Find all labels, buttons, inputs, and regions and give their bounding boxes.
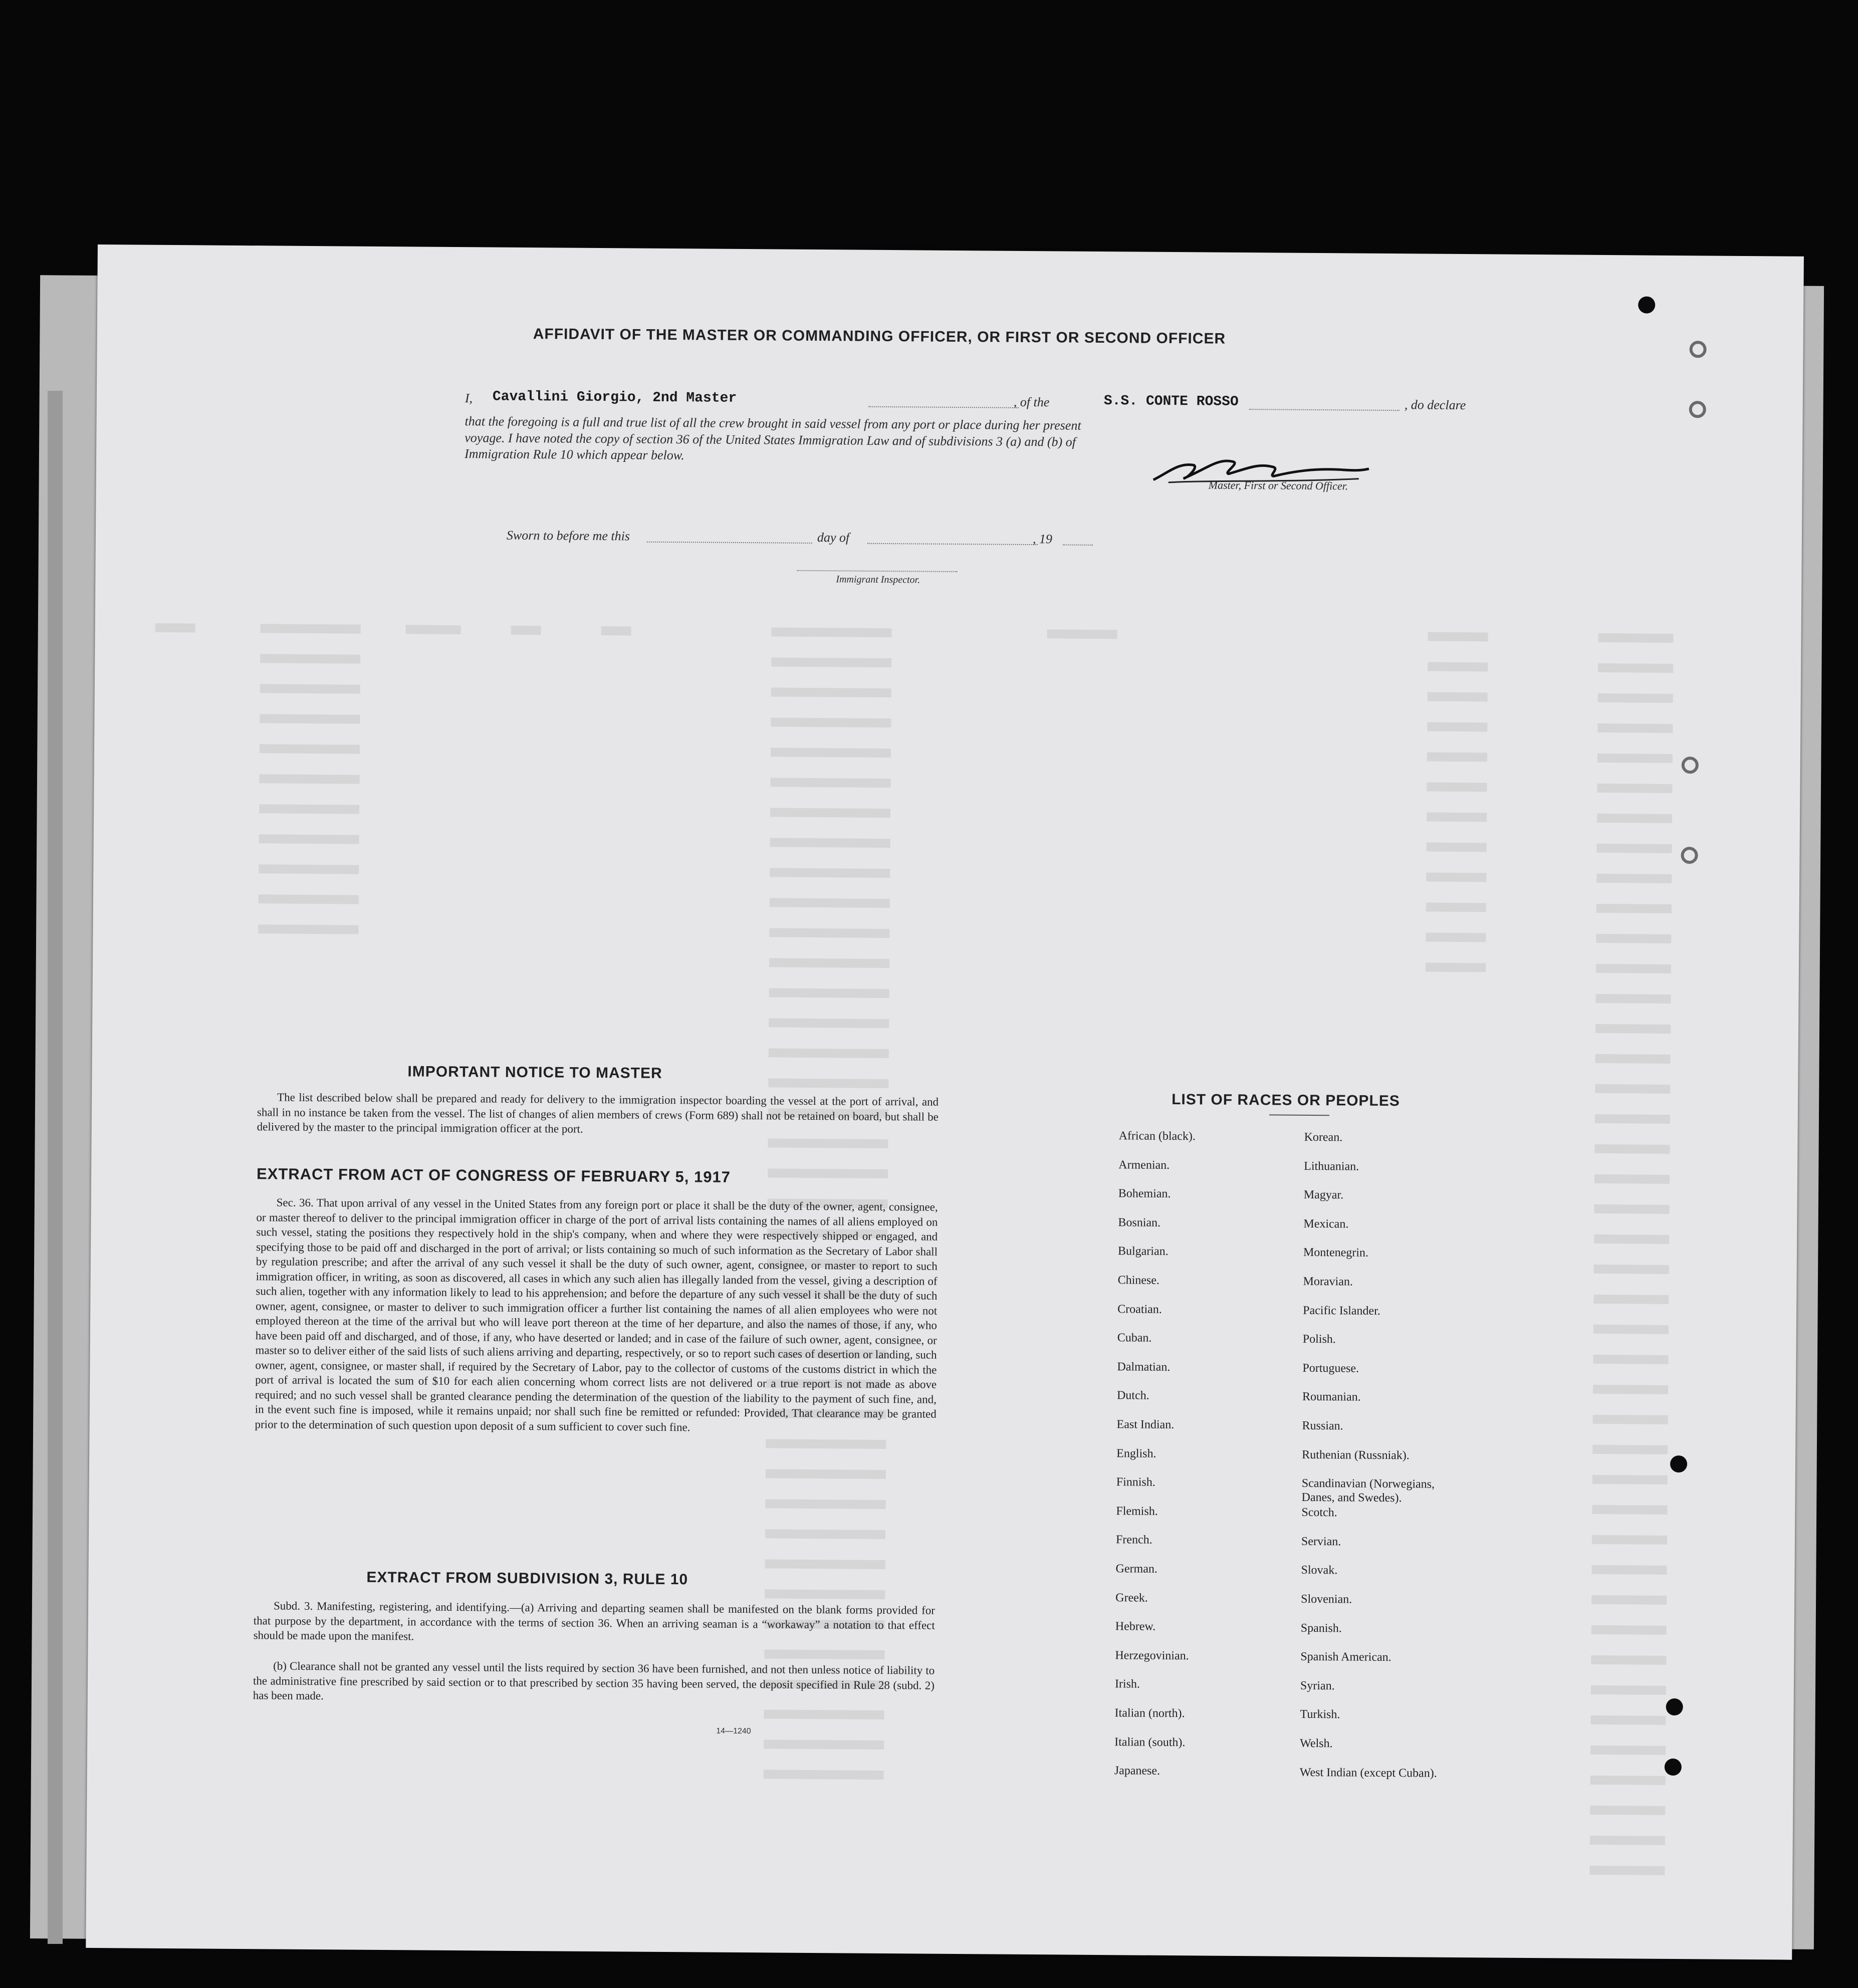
race-item: Danes, and Swedes). <box>1301 1491 1402 1505</box>
officer-name: Cavallini Giorgio, 2nd Master <box>492 389 737 406</box>
race-item: Magyar. <box>1303 1188 1344 1202</box>
race-item: Armenian. <box>1118 1158 1170 1172</box>
race-item: Bulgarian. <box>1117 1245 1169 1259</box>
race-item: Portuguese. <box>1302 1361 1359 1375</box>
declaration-line-1: that the foregoing is a full and true list of all the crew brought in said vessel from any port or place during her present <box>464 414 1081 433</box>
binder-hole <box>1665 1759 1682 1776</box>
race-item: Pacific Islander. <box>1303 1304 1380 1318</box>
race-item: Spanish. <box>1300 1621 1342 1635</box>
race-item: French. <box>1115 1533 1152 1547</box>
form-number: 14—1240 <box>716 1726 751 1736</box>
race-item: Polish. <box>1302 1333 1336 1346</box>
of-the-text: , of the <box>1013 394 1050 410</box>
races-title: LIST OF RACES OR PEOPLES <box>1172 1091 1400 1110</box>
signature-caption: Master, First or Second Officer. <box>1208 478 1348 492</box>
inspector-caption: Immigrant Inspector. <box>836 574 920 586</box>
binder-hole <box>1689 401 1706 418</box>
binder-hole <box>1670 1455 1687 1472</box>
act-extract-text: Sec. 36. That upon arrival of any vessel in the United States from any foreign port or place it shall be the duty of the owner, agent, consignee, or master thereof to deliver to the principal immigration officer in charge of the port of arrival lists containing the names of all aliens employed on such vessel, stating the positions they respectively hold in the ship's company, when and where they were respectively shipped or engaged, and specifying those to be paid off and discharged in the port of arrival; or lists containing so much of such information as the Secretary of Labor shall by regulation prescribe; and after the arrival of any such vessel it shall be the duty of such owner, agent, consignee, or master to report to such immigration officer, in writing, as soon as discovered, all cases in which any such alien has illegally landed from the vessel, giving a description of such alien, together with any information likely to lead to his apprehension; and before the departure of any such vessel it shall be the duty of such owner, agent, consignee, or master to deliver to such immigration officer a further list containing the names of all alien employees who were not employed thereon at the time of the arrival but who will leave port thereon at the time of her departure, and also the names of those, if any, who have been paid off and discharged, and of those, if any, who have deserted or landed; and in case of the failure of such owner, agent, consignee, or master so to deliver either of the said lists of such aliens arriving and departing, respectively, or so to report such cases of desertion or landing, such owner, agent, consignee, or master shall, if required by the Secretary of Labor, pay to the collector of customs of the customs district in which the port of arrival is located the sum of $10 for each alien concerning whom correct lists are not delivered or a true report is not made as above required; and no such vessel shall be granted clearance pending the determination of the question of the liability to the payment of such fine, and, in the event such fine is imposed, while it remains unpaid; nor shall such fine be remitted or refunded: Provided, That clearance may be granted prior to the determination of such question upon deposit of a sum sufficient to cover such fine. <box>255 1196 938 1433</box>
race-item: West Indian (except Cuban). <box>1299 1766 1437 1780</box>
race-item: Finnish. <box>1116 1475 1155 1489</box>
declaration-line-2: voyage. I have noted the copy of section 36 of the United States Immigration Law and of subdivisions 3 (a) and (b) of <box>464 430 1076 449</box>
underlying-sheet-edge <box>48 391 63 1944</box>
race-item: Montenegrin. <box>1303 1246 1369 1260</box>
sworn-text: Sworn to before me this <box>506 528 630 544</box>
rule-extract-title: EXTRACT FROM SUBDIVISION 3, RULE 10 <box>366 1569 688 1588</box>
race-item: Moravian. <box>1303 1275 1353 1289</box>
race-item: Greek. <box>1115 1591 1148 1605</box>
race-item: Scandinavian (Norwegians, <box>1301 1477 1435 1491</box>
race-item: Turkish. <box>1300 1708 1340 1721</box>
rule-extract-text-a: Subd. 3. Manifesting, registering, and identifying.—(a) Arriving and departing seamen shall be manifested on the blank forms provided for that purpose by the department, in accordance with the terms of section 36. When an arriving seaman is a “workaway” a notation to that effect should be made upon the manifest. <box>253 1599 936 1643</box>
race-item: Flemish. <box>1116 1505 1158 1518</box>
race-item: Cuban. <box>1117 1331 1152 1345</box>
race-item: German. <box>1115 1562 1157 1576</box>
race-item: Roumanian. <box>1302 1390 1361 1404</box>
race-item: Chinese. <box>1117 1274 1160 1287</box>
race-item: Japanese. <box>1114 1764 1160 1778</box>
year-line <box>1063 544 1093 545</box>
race-item: Lithuanian. <box>1304 1159 1359 1173</box>
binder-hole <box>1638 296 1655 313</box>
year-prefix: , 19 <box>1032 532 1053 547</box>
rule-extract-text-b: (b) Clearance shall not be granted any vessel until the lists required by section 36 have been furnished, and not then unless notice of liability to the administrative fine prescribed by said section or to that prescribed by section 35 having been served, the deposit specified in Rule 28 (subd. 2) has been made. <box>253 1659 935 1702</box>
race-item: Slovenian. <box>1301 1592 1352 1606</box>
race-item: Korean. <box>1304 1130 1343 1144</box>
act-extract-title: EXTRACT FROM ACT OF CONGRESS OF FEBRUARY 5, 1917 <box>256 1165 731 1186</box>
binder-hole <box>1681 847 1698 864</box>
affidavit-pronoun: I, <box>464 391 473 406</box>
affidavit-title: AFFIDAVIT OF THE MASTER OR COMMANDING OFFICER, OR FIRST OR SECOND OFFICER <box>533 326 1226 347</box>
race-item: Servian. <box>1301 1535 1341 1549</box>
race-item: Syrian. <box>1300 1679 1335 1693</box>
notice-text: The list described below shall be prepared and ready for delivery to the immigration inspector boarding the vessel at the port of arrival, and shall in no instance be taken from the vessel. The list of changes of alien members of crews (Form 689) shall not be retained on board, but shall be delivered by the master to the principal immigration officer at the port. <box>257 1091 939 1135</box>
race-item: Russian. <box>1302 1419 1343 1433</box>
race-item: Bohemian. <box>1118 1187 1171 1201</box>
do-declare-text: , do declare <box>1404 397 1466 413</box>
race-item: Herzegovinian. <box>1115 1649 1189 1663</box>
race-item: Dutch. <box>1116 1389 1149 1403</box>
race-item: English. <box>1116 1446 1156 1460</box>
race-item: Bosnian. <box>1118 1216 1161 1229</box>
race-item: Hebrew. <box>1115 1620 1156 1633</box>
vessel-name: S.S. CONTE ROSSO <box>1103 393 1239 410</box>
race-item: Mexican. <box>1303 1217 1349 1231</box>
notice-title: IMPORTANT NOTICE TO MASTER <box>407 1063 662 1082</box>
race-item: Italian (north). <box>1114 1706 1185 1720</box>
binder-hole <box>1689 341 1706 358</box>
race-item: Dalmatian. <box>1117 1360 1171 1374</box>
race-item: Irish. <box>1114 1677 1140 1691</box>
race-item: Ruthenian (Russniak). <box>1302 1448 1410 1462</box>
race-item: Croatian. <box>1117 1302 1162 1316</box>
race-item: Slovak. <box>1301 1564 1338 1577</box>
race-item: African (black). <box>1118 1129 1196 1143</box>
race-item: Italian (south). <box>1114 1735 1186 1749</box>
declaration-line-3: Immigration Rule 10 which appear below. <box>464 446 684 463</box>
binder-hole <box>1682 757 1699 774</box>
race-item: East Indian. <box>1116 1418 1175 1432</box>
race-item: Welsh. <box>1300 1736 1333 1751</box>
race-item: Spanish American. <box>1300 1650 1391 1664</box>
binder-hole <box>1666 1698 1683 1715</box>
race-item: Scotch. <box>1301 1506 1337 1520</box>
day-of-text: day of <box>817 530 850 545</box>
document-page <box>86 244 1804 1960</box>
